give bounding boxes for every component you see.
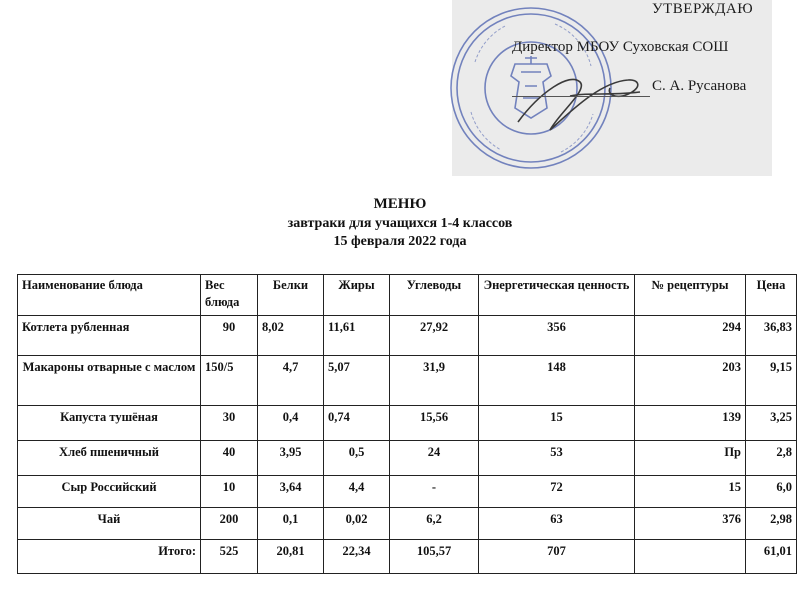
header-price: Цена: [746, 275, 797, 316]
table-row: [18, 508, 797, 540]
table-row: [18, 441, 797, 476]
total-carbs: 105,57: [390, 540, 479, 574]
cell-recipe: Пр: [635, 441, 746, 476]
cell-weight: 150/5: [201, 356, 258, 406]
cell-fat: 0,02: [324, 508, 390, 540]
cell-carbs: 6,2: [390, 508, 479, 540]
cell-name: Чай: [18, 508, 201, 540]
cell-recipe: 139: [635, 406, 746, 441]
header-fat: Жиры: [324, 275, 390, 316]
cell-carbs: 27,92: [390, 316, 479, 356]
cell-energy: 53: [479, 441, 635, 476]
cell-protein: 4,7: [258, 356, 324, 406]
cell-recipe: 376: [635, 508, 746, 540]
total-label: Итого:: [18, 540, 201, 574]
header-protein: Белки: [258, 275, 324, 316]
signature-icon: [510, 52, 650, 142]
table-header-row: [18, 275, 797, 316]
cell-fat: 5,07: [324, 356, 390, 406]
cell-fat: 11,61: [324, 316, 390, 356]
table-row: [18, 476, 797, 508]
cell-weight: 200: [201, 508, 258, 540]
menu-date: 15 февраля 2022 года: [333, 234, 467, 249]
cell-energy: 148: [479, 356, 635, 406]
cell-energy: 63: [479, 508, 635, 540]
cell-protein: 3,64: [258, 476, 324, 508]
cell-name: Сыр Российский: [18, 476, 201, 508]
cell-price: 2,98: [746, 508, 797, 540]
cell-name: Котлета рубленная: [18, 316, 201, 356]
header-recipe: № рецептуры: [635, 275, 746, 316]
cell-recipe: 294: [635, 316, 746, 356]
menu-table: [17, 274, 797, 574]
total-fat: 22,34: [324, 540, 390, 574]
cell-protein: 3,95: [258, 441, 324, 476]
header-energy: Энергетическая ценность: [479, 275, 635, 316]
header-name: Наименование блюда: [18, 275, 201, 316]
cell-name: Капуста тушёная: [18, 406, 201, 441]
cell-weight: 10: [201, 476, 258, 508]
cell-fat: 0,5: [324, 441, 390, 476]
cell-carbs: 15,56: [390, 406, 479, 441]
header-weight: Вес блюда: [201, 275, 258, 316]
total-price: 61,01: [746, 540, 797, 574]
cell-protein: 8,02: [258, 316, 324, 356]
cell-weight: 30: [201, 406, 258, 441]
menu-title: МЕНЮ: [373, 196, 427, 212]
cell-carbs: -: [390, 476, 479, 508]
cell-name: Хлеб пшеничный: [18, 441, 201, 476]
cell-protein: 0,4: [258, 406, 324, 441]
cell-recipe: 203: [635, 356, 746, 406]
cell-name: Макароны отварные с маслом: [18, 356, 201, 406]
cell-recipe: 15: [635, 476, 746, 508]
approval-name: С. А. Русанова: [652, 78, 747, 94]
table-row: [18, 406, 797, 441]
cell-weight: 90: [201, 316, 258, 356]
cell-weight: 40: [201, 441, 258, 476]
cell-protein: 0,1: [258, 508, 324, 540]
menu-subtitle: завтраки для учащихся 1-4 классов: [287, 216, 513, 231]
total-protein: 20,81: [258, 540, 324, 574]
total-weight: 525: [201, 540, 258, 574]
cell-energy: 15: [479, 406, 635, 441]
cell-price: 9,15: [746, 356, 797, 406]
cell-price: 2,8: [746, 441, 797, 476]
cell-energy: 72: [479, 476, 635, 508]
total-recipe: [635, 540, 746, 574]
cell-price: 6,0: [746, 476, 797, 508]
total-energy: 707: [479, 540, 635, 574]
cell-carbs: 31,9: [390, 356, 479, 406]
table-row: [18, 316, 797, 356]
cell-energy: 356: [479, 316, 635, 356]
cell-price: 3,25: [746, 406, 797, 441]
table-total-row: [18, 540, 797, 574]
approval-title: УТВЕРЖДАЮ: [652, 1, 754, 17]
signature-line: [512, 96, 650, 97]
cell-fat: 0,74: [324, 406, 390, 441]
cell-fat: 4,4: [324, 476, 390, 508]
cell-price: 36,83: [746, 316, 797, 356]
header-carbs: Углеводы: [390, 275, 479, 316]
cell-carbs: 24: [390, 441, 479, 476]
table-row: [18, 356, 797, 406]
approval-position: Директор МБОУ Суховская СОШ: [512, 39, 729, 55]
